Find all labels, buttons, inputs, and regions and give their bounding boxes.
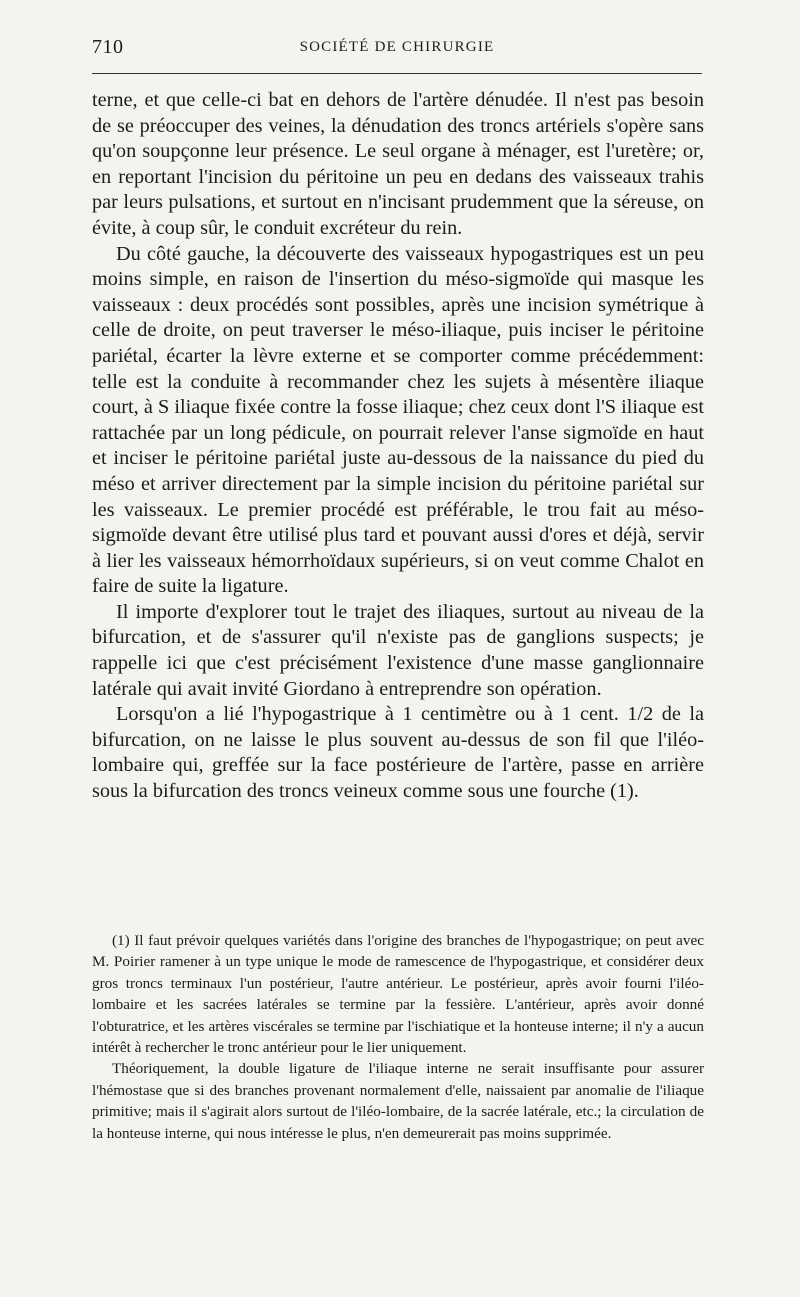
paragraph: Du côté gauche, la découverte des vaisseaux hypogastriques est un peu moins simple, en raison de l'insertion du méso-sigmoïde qui masque les vaisseaux : deux procédés sont possibles, après une incision symétrique à celle de droite, on peut traverser le méso-iliaque, puis inciser le péritoine pariétal, écarter la lèvre externe et se comporter comme précédemment: telle est la conduite à recommander chez les sujets à mésentère iliaque court, à S iliaque fixée contre la fosse iliaque; chez ceux dont l'S iliaque est rattachée par un long pédicule, on pourrait relever l'anse sigmoïde en haut et inciser le péritoine pariétal juste au-dessous de la naissance du pied du méso et arriver directement par la simple incision du péritoine pariétal sur les vaisseaux. Le premier procédé est préférable, le trou fait au méso-sigmoïde devant être utilisé plus tard et pouvant aussi d'ores et déjà, servir à lier les vaisseaux hémorrhoïdaux supérieurs, si on veut comme Chalot en faire de suite la ligature.: [92, 242, 704, 598]
footnote: (1) Il faut prévoir quelques variétés dans l'origine des branches de l'hypogastrique; on peut avec M. Poirier ramener à un type unique le mode de ramescence de l'hypogastrique, et considérer deux gros troncs terminaux l'un postérieur, l'autre antérieur. Le postérieur, après avoir fourni l'iléo-lombaire et les sacrées latérales se termine par la fessière. L'antérieur, après avoir donné l'obturatrice, et les artères viscérales se termine par l'ischiatique et la honteuse interne; il n'y a aucun intérêt à rechercher le tronc antérieur pour le lier uniquement.: [92, 932, 704, 1057]
paragraph-continued: terne, et que celle-ci bat en dehors de l'artère dénudée. Il n'est pas besoin de se préoccuper des veines, la dénudation des troncs artériels s'opère sans qu'on soupçonne leur présence. Le seul organe à ménager, est l'uretère; or, en reportant l'incision du péritoine un peu en dedans des vaisseaux trahis par leurs pulsations, et surtout en n'incisant prudemment que la séreuse, on évite, à coup sûr, le conduit excréteur du rein.: [92, 89, 704, 239]
footnotes: [92, 930, 704, 1144]
page-number: 710: [92, 36, 124, 58]
footnote-continuation: Théoriquement, la double ligature de l'iliaque interne ne serait insuffisante pour assurer l'hémostase que si des branches provenant normalement d'elle, naissaient par anomalie de l'iliaque primitive; mais il s'agirait alors surtout de l'iléo-lombaire, de la sacrée latérale, etc.; la circulation de la honteuse interne, qui nous intéresse le plus, n'en demeurerait pas moins supprimée.: [92, 1060, 704, 1142]
running-title: SOCIÉTÉ DE CHIRURGIE: [299, 39, 495, 55]
page-header: [92, 36, 702, 62]
main-text: [92, 88, 704, 805]
paragraph: Il importe d'explorer tout le trajet des iliaques, surtout au niveau de la bifurcation, et de s'assurer qu'il n'existe pas de ganglions suspects; je rappelle ici que c'est précisément l'existence d'une masse ganglionnaire latérale qui avait invité Giordano à entreprendre son opération.: [92, 600, 704, 700]
paragraph: Lorsqu'on a lié l'hypogastrique à 1 centimètre ou à 1 cent. 1/2 de la bifurcation, on ne laisse le plus souvent au-dessus de son fil que l'iléo-lombaire qui, greffée sur la face postérieure de l'artère, passe en arrière sous la bifurcation des troncs veineux comme sous une fourche (1).: [92, 703, 704, 803]
header-rule: [92, 73, 702, 74]
